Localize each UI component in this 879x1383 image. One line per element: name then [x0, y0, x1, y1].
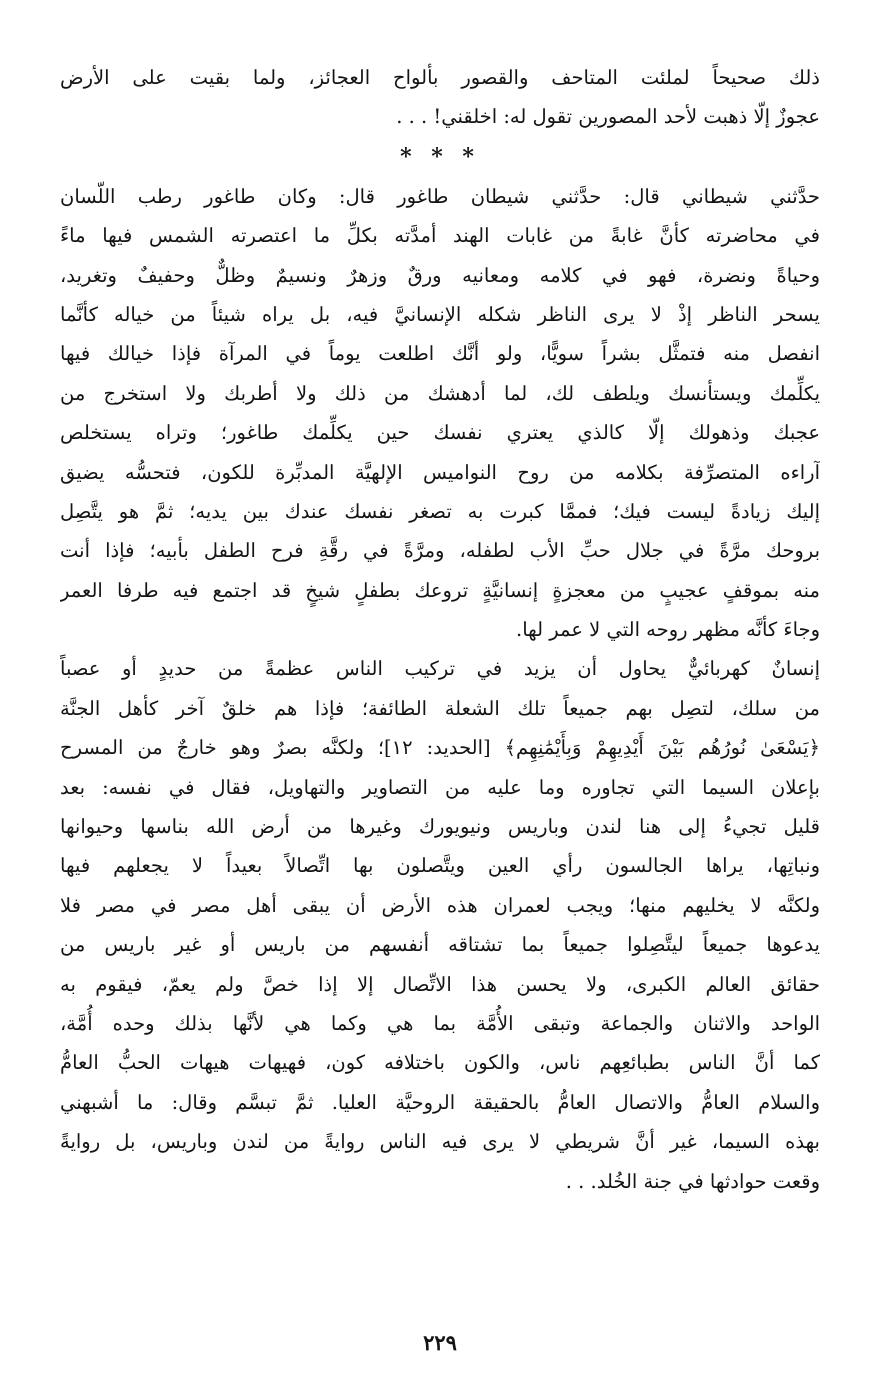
text-line: من سلك، لتصِل بهم جميعاً تلك الشعلة الطائفة؛ فإذا هم خلقٌ آخر كأهل الجنَّة	[60, 696, 820, 720]
text-line: يسحر الناظر إذْ لا يرى الناظر شكله الإنسانيَّ فيه، بل يراه شيئاً من خياله كأنَّما	[60, 302, 820, 326]
text-line: وحياةً ونضرة، فهو في كلامه ومعانيه ورقٌ وزهرٌ ونسيمٌ وظلٌّ وحفيفٌ وتغريد،	[60, 263, 820, 287]
text-line: عجوزٌ إلّا ذهبت لأحد المصورين تقول له: اخلقني! . . .	[396, 105, 820, 129]
text-line: ذلك صحيحاً لملئت المتاحف والقصور بألواح العجائز، ولما بقيت على الأرض	[60, 66, 820, 89]
book-page	[60, 58, 820, 1358]
text-line: في محاضرته كأنَّ غابةً من غابات الهند أمدَّته بكلِّ ما اعتصرته الشمس فيها ماءً	[60, 224, 820, 248]
text-line: وجاءَ كأنَّه مظهر روحه التي لا عمر لها.	[516, 618, 820, 642]
text-line: حقائق العالم الكبرى، ولا يحسن هذا الاتِّصال إلا إذا خصَّ ولم يعمّ، فيقوم به	[60, 972, 820, 996]
text-line: منه بموقفٍ عجيبٍ من معجزةٍ إنسانيَّةٍ تروعك بطفلٍ شيخٍ قد اجتمع فيه طرفا العمر	[60, 578, 820, 602]
text-line: كما أنَّ الناس بطبائعِهم ناس، والكون باختلافه كون، فهيهات هيهات الحبُّ العامُّ	[60, 1051, 820, 1075]
text-line: آراءه المتصرِّفة بكلامه من روح النواميس الإلهيَّة المدبِّرة للكون، فتحسُّه يضيق	[60, 460, 820, 484]
page-number: ٢٢٩	[423, 1330, 457, 1355]
text-line: والسلام العامُّ والاتصال العامُّ بالحقيقة الروحيَّة العليا. ثمَّ تبسَّم وقال: ما أشبهني	[60, 1090, 820, 1114]
paragraph-3	[60, 649, 820, 1200]
text-line: بروحك مرَّةً في جلال حبِّ الأب لطفله، ومرَّةً في رقَّةِ فرح الطفل بأبيه؛ فإذا أنت	[60, 539, 820, 563]
text-line: يكلِّمك ويستأنسك ويلطف لك، لما أدهشك من ذلك ولا أطربك ولا استخرج من	[60, 381, 820, 405]
paragraph-2	[60, 177, 820, 650]
text-line: ولكنَّه لا يخليهم منها؛ ويجب لعمران هذه الأرض أن يبقى أهل مصر في مصر فلا	[60, 893, 820, 917]
quran-quote-line: ﴿يَسْعَىٰ نُورُهُم بَيْنَ أَيْدِيهِمْ وَبِأَيْمَٰنِهِم﴾ [الحديد: ١٢]؛ ولكنَّه بصرٌ وهو خارجٌ من المسرح	[60, 736, 820, 760]
section-separator: * * *	[400, 143, 480, 170]
text-line: بهذه السيما، غير أنَّ شريطي لا يرى فيه الناس روايةً من لندن وباريس، بل روايةً	[60, 1130, 820, 1154]
text-line: انفصل منه فتمثَّل بشراً سويًّا، ولو أنَّك اطلعت يوماً في المرآة فإذا خيالك فيها	[60, 342, 820, 366]
text-line: يدعوها جميعاً ليتَّصِلوا جميعاً بما تشتاقه أنفسهم من باريس أو غير باريس من	[60, 933, 820, 957]
text-line: إليك زيادةً ليست فيك؛ فممَّا كبرت به تصغر نفسك عندك بين يديه؛ ثمَّ هو يتَّصِل	[60, 499, 820, 523]
text-line: قليل تجيءُ إلى هنا لندن وباريس ونيويورك وغيرها من أرض الله بناسها وحيوانها	[60, 815, 820, 839]
text-line: وقعت حوادثها في جنة الخُلد. . .	[565, 1169, 820, 1193]
text-line: بإعلان السيما التي تجاوره وما عليه من التصاوير والتهاويل، فقال في نفسه: بعد	[60, 775, 820, 799]
text-line: الواحد والاثنان والجماعة وتبقى الأُمَّة بما هي وكما هي لأنَّها بذلك وحده أُمَّة،	[60, 1011, 820, 1035]
text-line: ونباتِها، يراها الجالسون رأي العين ويتَّصلون بها اتِّصالاً بعيداً لا يجعلهم فيها	[60, 854, 820, 878]
text-line: إنسانٌ كهربائيٌّ يحاول أن يزيد في تركيب الناس عظمةً من حديدٍ أو عصباً	[60, 657, 820, 681]
text-line: حدَّثني شيطاني قال: حدَّثني شيطان طاغور قال: وكان طاغور رطب اللّسان	[60, 184, 820, 208]
text-line: عجبك وذهولك إلّا كالذي يعتري نفسك حين يكلِّمك طاغور؛ وتراه يستخلص	[60, 421, 820, 445]
paragraph-1	[60, 58, 820, 137]
